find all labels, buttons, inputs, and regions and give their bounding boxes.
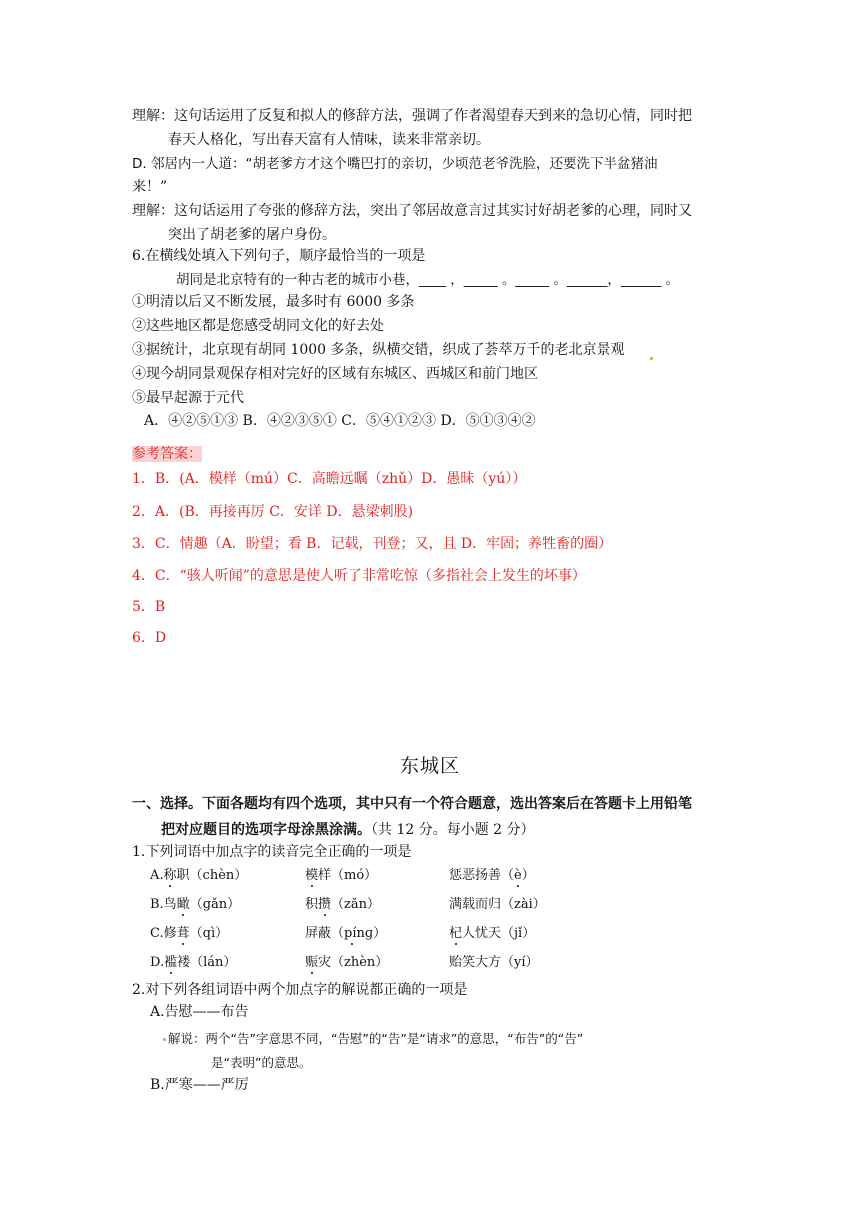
question-6-stem: 6.在横线处填入下列句子，顺序最恰当的一项是 (132, 248, 426, 264)
q1-option-b-word1: B.鸟瞰（gǎn） (150, 897, 241, 912)
q1-option-c-word3: 杞人忧天（jǐ） (449, 926, 536, 941)
answer-6: 6．D (132, 630, 167, 646)
option-d-text: D. 邻居内一人道：“胡老爹方才这个嘴巴打的亲切，少顷范老爷洗脸，还要洗下半盆猪油 (132, 156, 658, 172)
question-2-stem: 2.对下列各组词语中两个加点字的解说都正确的一项是 (132, 982, 468, 998)
section-instruction: 一、选择。下面各题均有四个选项，其中只有一个符合题意，选出答案后在答题卡上用铅笔 (132, 796, 692, 812)
option-4: ④现今胡同景观保存相对完好的区域有东城区、西城区和前门地区 (132, 366, 538, 382)
option-5: ⑤最早起源于元代 (132, 390, 244, 406)
q1-option-c-word2: 屏蔽（pínɡ） (305, 926, 387, 941)
edit-mark (650, 357, 653, 360)
explanation-line: 春天人格化，写出春天富有人情味，读来非常亲切。 (168, 132, 490, 148)
option-3: ③据统计，北京现有胡同 1000 多条，纵横交错，织成了荟萃万千的老北京景观 (132, 342, 625, 358)
option-1: ①明清以后又不断发展，最多时有 6000 多条 (132, 294, 415, 310)
explanation-line: 理解：这句话运用了反复和拟人的修辞方法，强调了作者渴望春天到来的急切心情，同时把 (132, 108, 692, 124)
explanation-line: 理解：这句话运用了夸张的修辞方法，突出了邻居故意言过其实讨好胡老爹的心理，同时又 (132, 203, 692, 219)
q1-option-d-word1: D.褴褛（lán） (150, 955, 237, 970)
question-1-stem: 1.下列词语中加点字的读音完全正确的一项是 (132, 844, 412, 860)
answer-1: 1．B．(A．模样（mú）C．高瞻远瞩（zhǔ）D．愚昧（yú）） (132, 471, 527, 487)
q1-option-c-word1: C.修葺（qì） (150, 926, 229, 941)
answer-2: 2．A．(B．再接再厉 C．安详 D．悬梁刺股) (132, 504, 414, 520)
q2-explanation-cont: 是“表明”的意思。 (211, 1055, 312, 1070)
answers-heading-text: 参考答案： (132, 446, 202, 462)
question-6-sentence: 胡同是北京特有的一种古老的城市小巷，____ ，_____ 。_____ 。______，______ 。 (176, 272, 680, 288)
answer-5: 5．B (132, 599, 166, 615)
option-d-text-cont: 来！” (132, 179, 168, 195)
option-2: ②这些地区都是您感受胡同文化的好去处 (132, 318, 384, 334)
section-instruction-cont (161, 820, 535, 840)
q1-option-a-word3: 惩恶扬善（è） (449, 868, 535, 883)
edit-mark (163, 1038, 166, 1041)
answers-heading (132, 444, 202, 464)
explanation-line: 突出了胡老爹的屠户身份。 (168, 227, 336, 243)
q1-option-b-word2: 积攒（zǎn） (305, 897, 381, 912)
instruction-points: （共 12 分。每小题 2 分） (371, 822, 535, 838)
answer-3: 3．C．情趣（A．盼望；看 B．记载，刊登；又，且 D．牢固；养牲畜的圈） (132, 536, 613, 552)
q2-explanation: 解说：两个“告”字意思不同，“告慰”的“告”是“请求”的意思，“布告”的“告” (168, 1031, 584, 1046)
q1-option-d-word2: 赈灾（zhèn） (305, 955, 389, 970)
q1-option-a-word2: 模样（mó） (305, 868, 378, 883)
q2-option-b: B.严寒——严厉 (150, 1077, 249, 1093)
answer-4: 4．C．“骇人听闻”的意思是使人听了非常吃惊（多指社会上发生的坏事） (132, 568, 586, 584)
q1-option-a-word1: A.称职（chèn） (150, 868, 248, 883)
instruction-bold: 把对应题目的选项字母涂黑涂满。 (161, 822, 371, 838)
q1-option-b-word3: 满载而归（zài） (449, 897, 546, 912)
question-6-choices: A．④②⑤①③ B．④②③⑤① C．⑤④①②③ D．⑤①③④② (144, 413, 536, 429)
q1-option-d-word3: 贻笑大方（yí） (449, 955, 539, 970)
q2-option-a: A.告慰——布告 (150, 1004, 249, 1020)
section-title: 东城区 (400, 755, 461, 777)
